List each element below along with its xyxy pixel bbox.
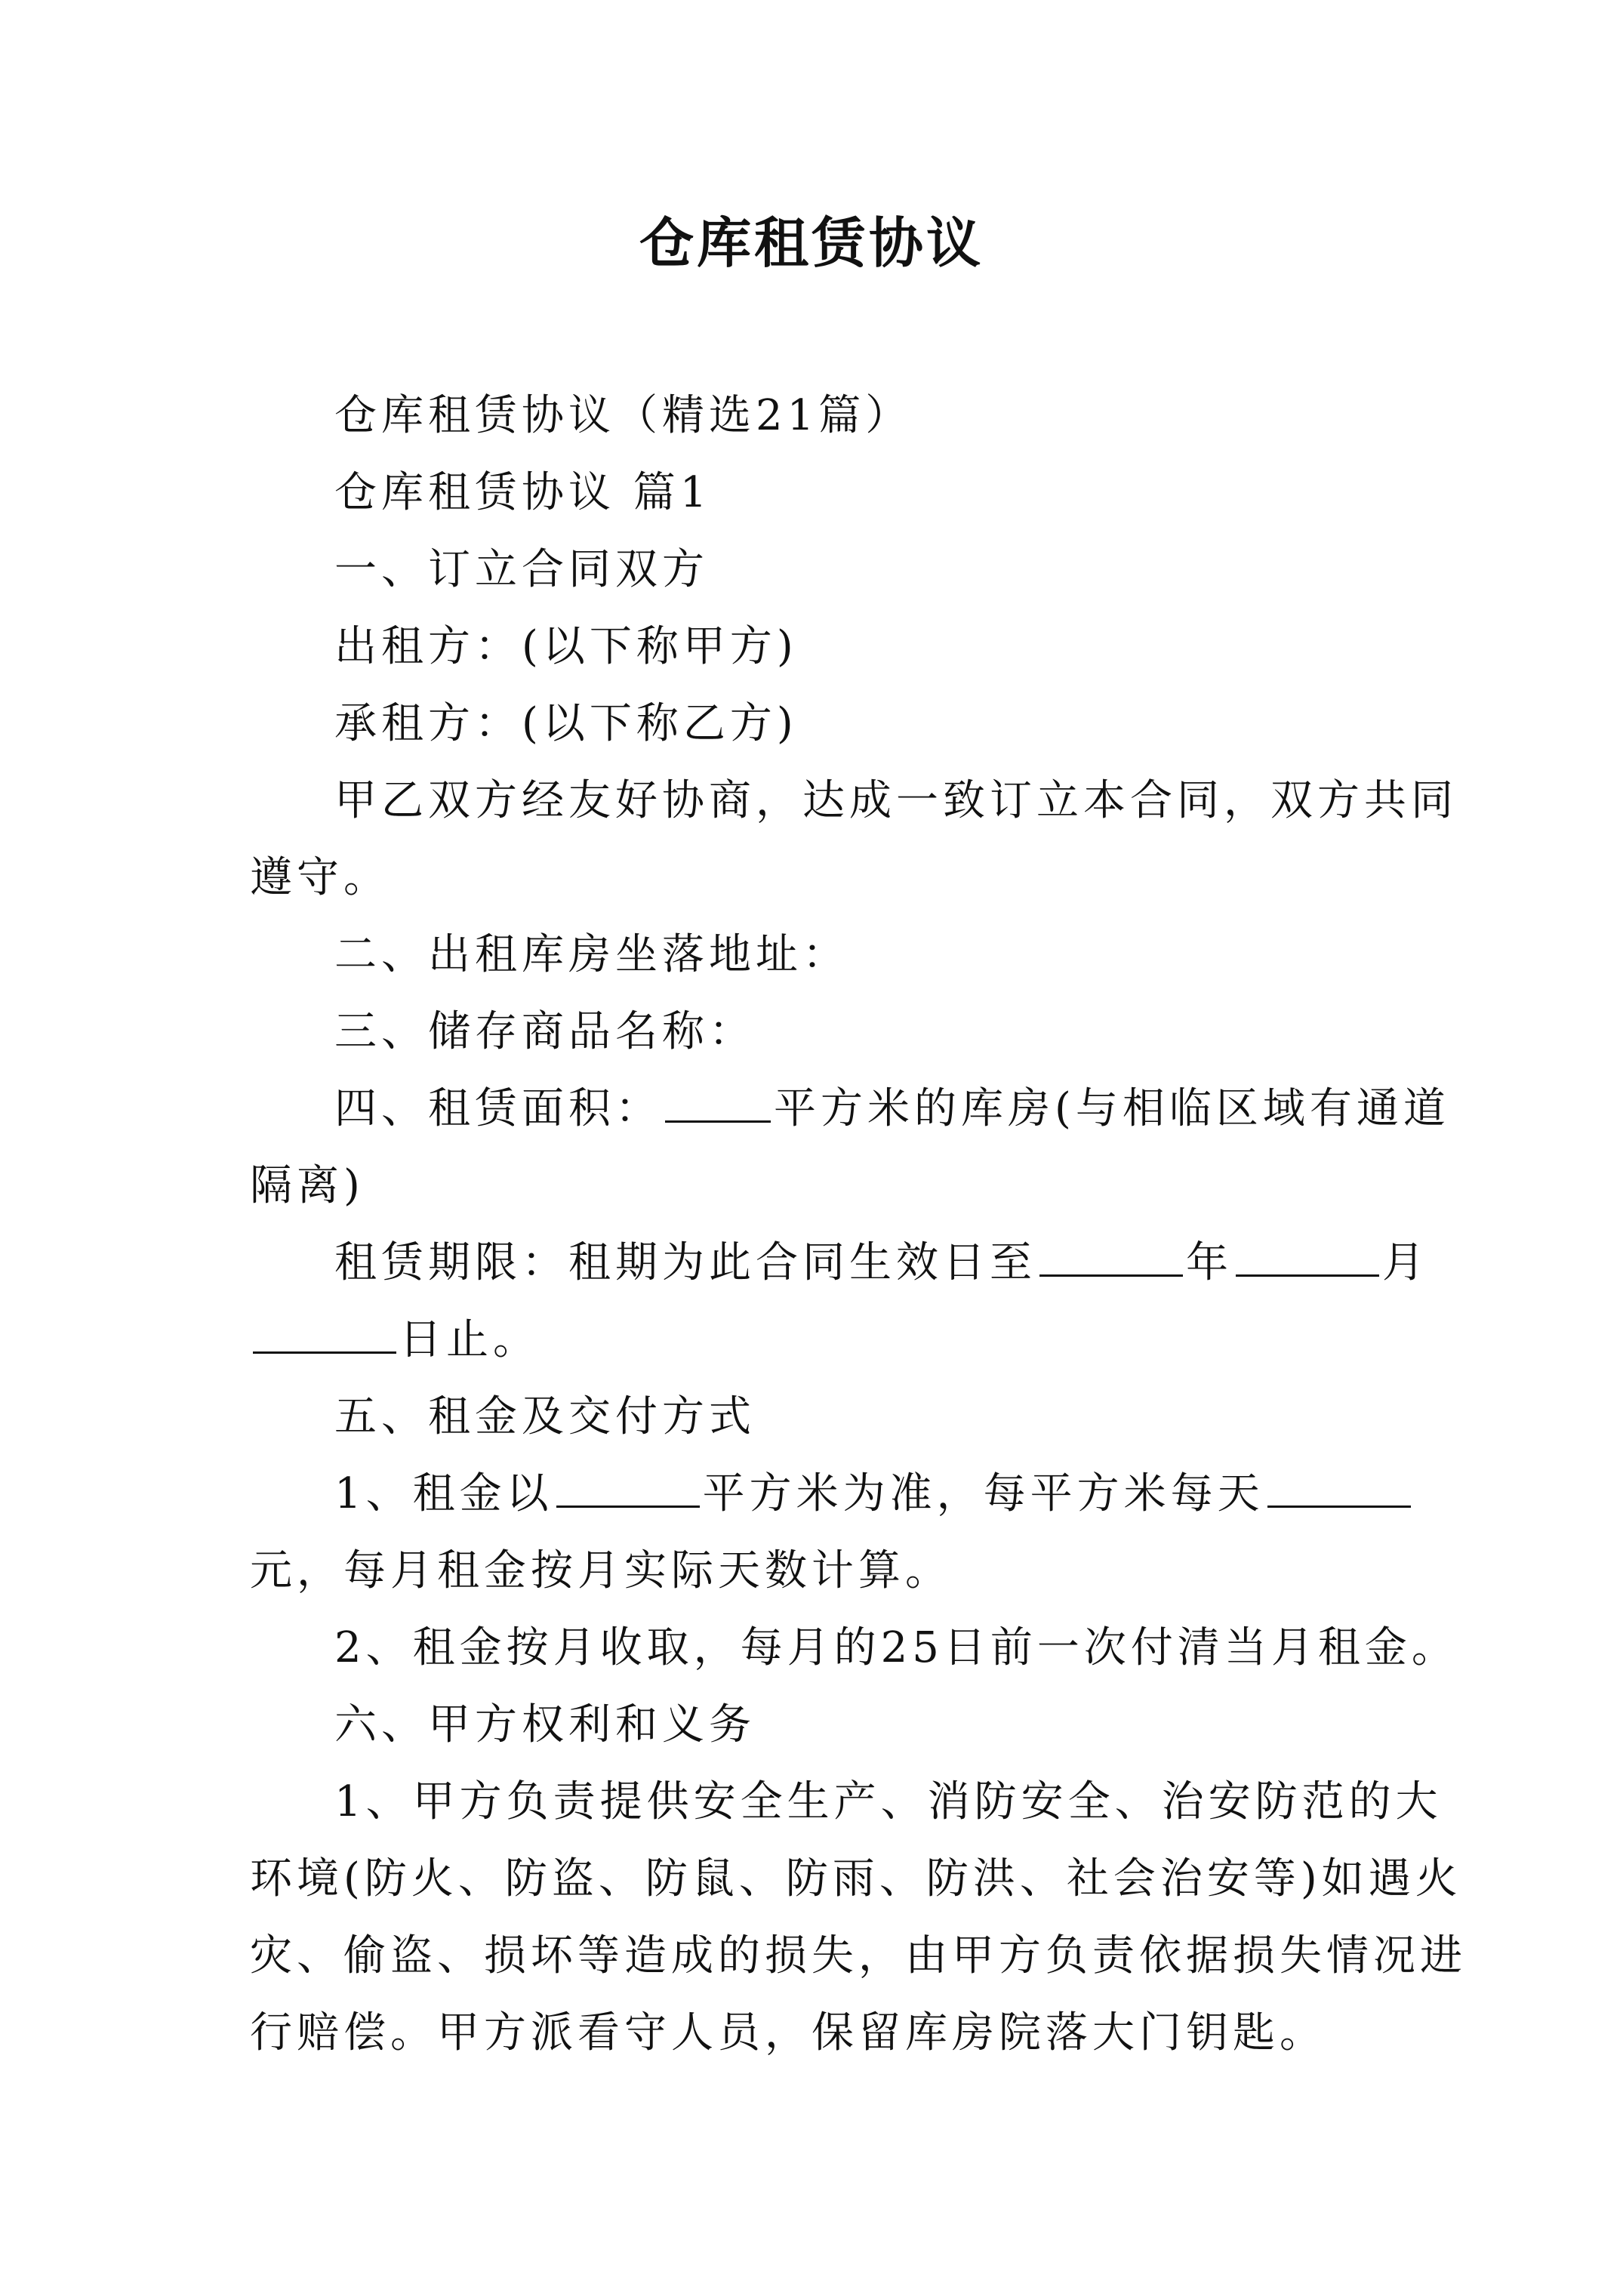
paragraph-term-line-1 [250,1225,1429,1302]
paragraph-lessor: 出租方：(以下称甲方) [334,622,798,671]
paragraph-term-line-2 [250,1302,1382,1379]
paragraph-clause-4-line-2: 隔离) [250,1161,365,1210]
term-prefix: 租赁期限：租期为此合同生效日至 [334,1238,1036,1287]
month-blank [1236,1226,1379,1277]
paragraph-section-heading: 仓库租赁协议 篇1 [334,468,712,517]
paragraph-clause-4-line-1 [250,1071,1450,1148]
paragraph-clause-6: 六、甲方权利和义务 [334,1700,756,1749]
rent-price-blank [1267,1457,1411,1508]
term-year-label: 年 [1186,1238,1233,1287]
paragraph-agreement-line-2: 遵守。 [250,853,390,902]
paragraph-duty-line-2: 环境(防火、防盗、防鼠、防雨、防洪、社会治安等)如遇火 [250,1854,1462,1903]
paragraph-rent-payment: 2、租金按月收取，每月的25日前一次付清当月租金。 [334,1623,1458,1672]
area-blank [665,1072,771,1123]
paragraph-clause-1: 一、订立合同双方 [334,545,709,594]
paragraph-duty-line-3: 灾、偷盗、损坏等造成的损失，由甲方负责依据损失情况进 [250,1931,1467,1980]
clause-4-prefix: 四、租赁面积： [334,1084,662,1133]
paragraph-clause-5: 五、租金及交付方式 [334,1392,756,1441]
paragraph-clause-3: 三、储存商品名称： [334,1007,756,1056]
rent-area-blank [556,1457,700,1508]
document-body [250,378,1467,2072]
paragraph-rent-line-2: 元，每月租金按月实际天数计算。 [250,1546,952,1595]
paragraph-duty-line-4: 行赔偿。甲方派看守人员，保留库房院落大门钥匙。 [250,2008,1326,2057]
year-blank [1039,1226,1183,1277]
day-blank [253,1303,396,1354]
paragraph-agreement-line-1: 甲乙双方经友好协商，达成一致订立本合同，双方共同 [334,776,1458,825]
paragraph-duty-line-1: 1、甲方负责提供安全生产、消防安全、治安防范的大 [334,1777,1443,1826]
term-day-label: 日止。 [399,1315,540,1364]
paragraph-lessee: 承租方：(以下称乙方) [334,699,798,748]
term-month-label: 月 [1382,1238,1429,1287]
clause-4-suffix: 平方米的库房(与相临区域有通道 [774,1084,1450,1133]
document-title: 仓库租赁协议 [639,211,984,275]
paragraph-clause-2: 二、出租库房坐落地址： [334,930,849,979]
paragraph-subtitle: 仓库租赁协议（精选21篇） [334,391,913,440]
paragraph-rent-line-1 [250,1456,1382,1533]
rent-prefix: 1、租金以 [334,1469,553,1518]
rent-middle: 平方米为准，每平方米每天 [702,1469,1264,1518]
